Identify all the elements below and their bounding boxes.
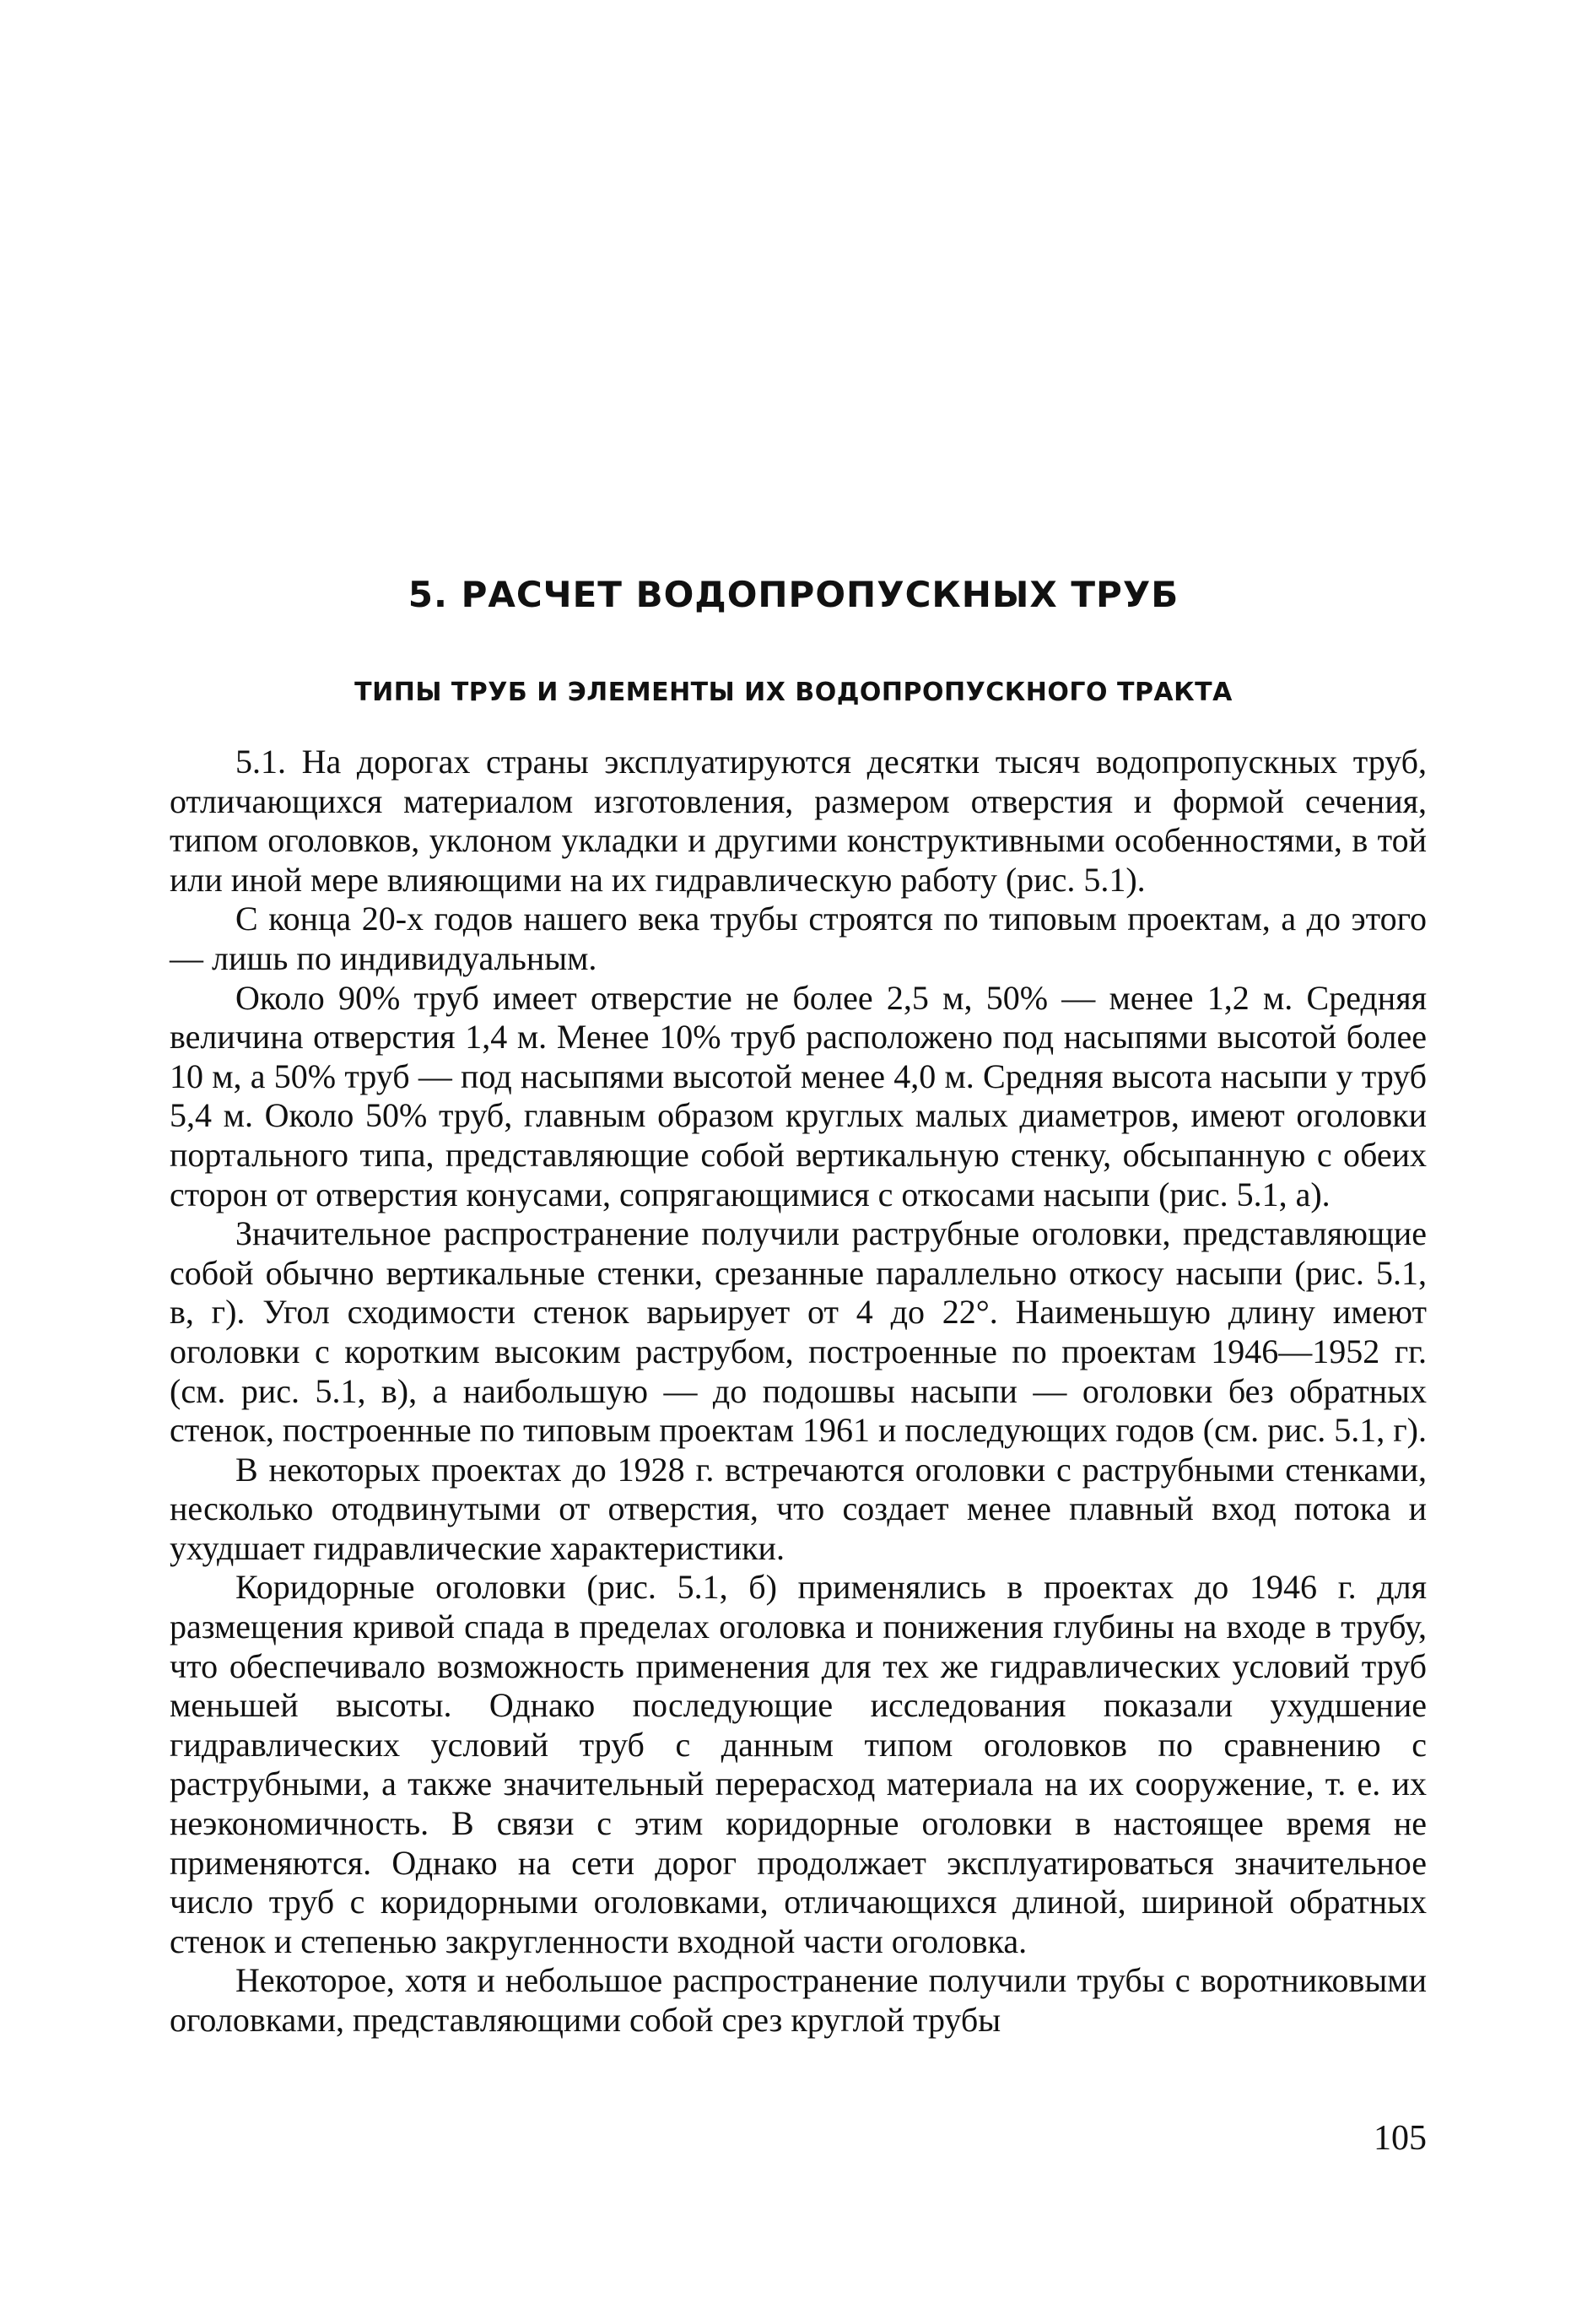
paragraph-collar-headwalls: Некоторое, хотя и небольшое распространение получили трубы с воротниковыми оголовками, представляющими собой срез круглой трубы [170,1961,1427,2039]
section-title: ТИПЫ ТРУБ И ЭЛЕМЕНТЫ ИХ ВОДОПРОПУСКНОГО ТРАКТА [354,678,1233,707]
paragraph-statistics: Около 90% труб имеет отверстие не более 2,5 м, 50% — менее 1,2 м. Средняя величина отверстия 1,4 м. Менее 10% труб расположено под насыпями высотой более 10 м, а 50% труб — под насыпями высотой менее 4,0 м. Средняя высота насыпи у труб 5,4 м. Около 50% труб, главным образом круглых малых диаметров, имеют оголовки портального типа, представляющие собой вертикальную стенку, обсыпанную с обеих сторон от отверстия конусами, сопрягающимися с откосами насыпи (рис. 5.1, а). [170,978,1427,1213]
paragraph-corridor-headwalls: Коридорные оголовки (рис. 5.1, б) применялись в проектах до 1946 г. для размещения кривой спада в пределах оголовка и понижения глубины на входе в трубу, что обеспечивало возможность применения для тех же гидравлических условий труб меньшей высоты. Однако последующие исследования показали ухудшение гидравлических условий труб с данным типом оголовков по сравнению с раструбными, а также значительный перерасход материала на их сооружение, т. е. их неэкономичность. В связи с этим коридорные оголовки в настоящее время не применяются. Однако на сети дорог продолжает эксплуатироваться значительное число труб с коридорными оголовками, отличающихся длиной, шириной обратных стенок и степенью закругленности входной части оголовка. [170,1568,1427,1960]
paragraph-early-projects: В некоторых проектах до 1928 г. встречаются оголовки с раструбными стенками, несколько отодвинутыми от отверстия, что создает менее плавный вход потока и ухудшает гидравлические характеристики. [170,1450,1427,1567]
paragraph-flared-headwalls: Значительное распространение получили раструбные оголовки, представляющие собой обычно вертикальные стенки, срезанные параллельно откосу насыпи (рис. 5.1, в, г). Угол сходимости стенок варьирует от 4 до 22°. Наименьшую длину имеют оголовки с коротким высоким раструбом, построенные по проектам 1946—1952 гг. (см. рис. 5.1, в), а наибольшую — до подошвы насыпи — оголовки без обратных стенок, построенные по типовым проектам 1961 и последующих годов (см. рис. 5.1, г). [170,1214,1427,1450]
paragraph-5-1: 5.1. На дорогах страны эксплуатируются десятки тысяч водопропускных труб, отличающихся материалом изготовления, размером отверстия и формой сечения, типом оголовков, уклоном укладки и другими конструктивными особенностями, в той или иной мере влияющими на их гидравлическую работу (рис. 5.1). [170,743,1427,899]
body-text [170,743,1427,2040]
paragraph-history: С конца 20-х годов нашего века трубы строятся по типовым проектам, а до этого — лишь по индивидуальным. [170,900,1427,977]
page-number: 105 [1374,2119,1427,2158]
chapter-title: 5. РАСЧЕТ ВОДОПРОПУСКНЫХ ТРУБ [408,574,1179,615]
